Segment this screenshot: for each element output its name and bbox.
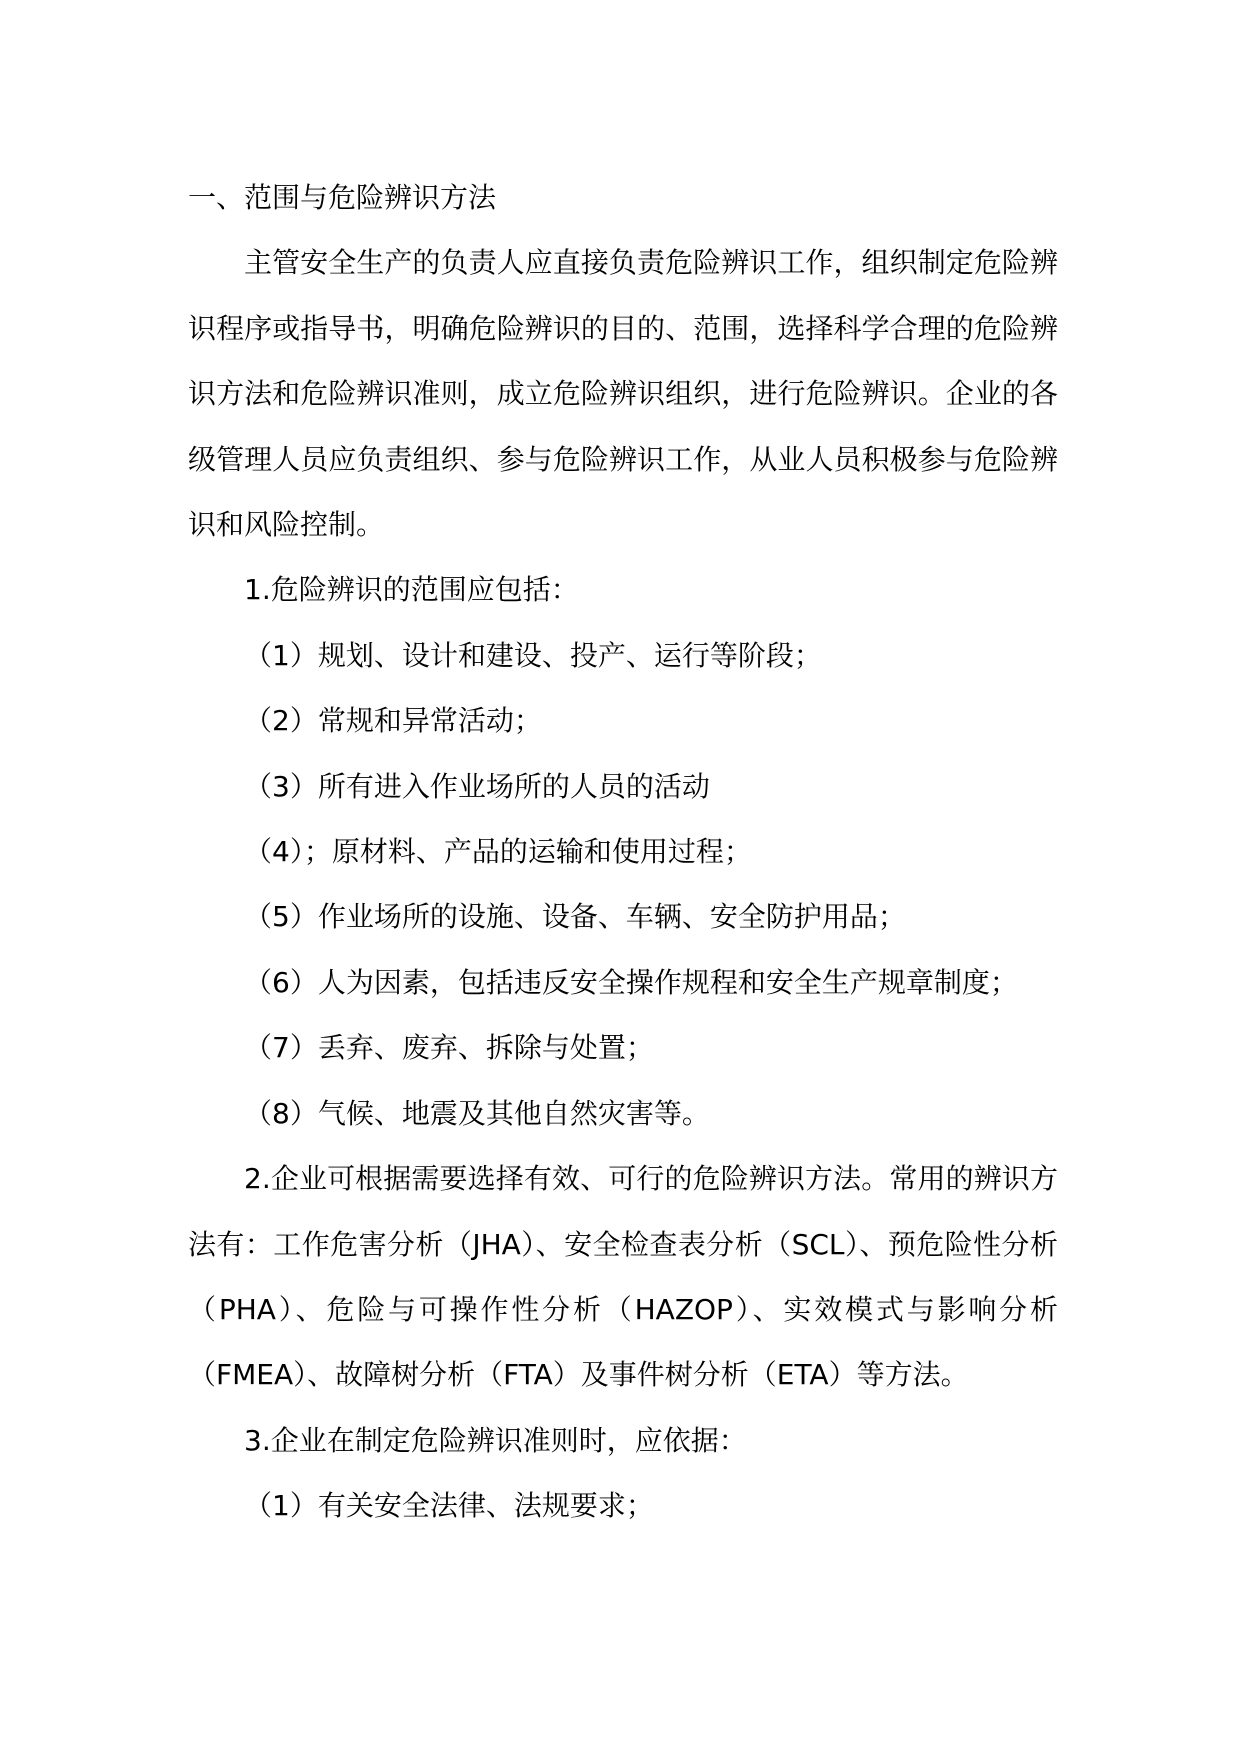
item2-paragraph: 2.企业可根据需要选择有效、可行的危险辨识方法。常用的辨识方法有：工作危害分析（JHA）、安全检查表分析（SCL）、预危险性分析（PHA）、危险与可操作性分析（HAZOP）、实效模式与影响分析（FMEA）、故障树分析（FTA）及事件树分析（ETA）等方法。 — [188, 1162, 1058, 1392]
document-body — [188, 165, 1058, 1539]
intro-paragraph: 主管安全生产的负责人应直接负责危险辨识工作，组织制定危险辨识程序或指导书，明确危险辨识的目的、范围，选择科学合理的危险辨识方法和危险辨识准则，成立危险辨识组织，进行危险辨识。企业的各级管理人员应负责组织、参与危险辨识工作，从业人员积极参与危险辨识和风险控制。 — [188, 246, 1058, 542]
item1-subitem-1: （1）规划、设计和建设、投产、运行等阶段； — [244, 638, 822, 672]
item3-title: 3.企业在制定危险辨识准则时，应依据： — [244, 1423, 747, 1457]
item1-subitem-5: （5）作业场所的设施、设备、车辆、安全防护用品； — [244, 900, 906, 934]
section-heading: 一、范围与危险辨识方法 — [188, 181, 497, 214]
item1-subitem-7: （7）丢弃、废弃、拆除与处置； — [244, 1031, 654, 1065]
item3-subitem-1: （1）有关安全法律、法规要求； — [244, 1489, 654, 1523]
item1-subitem-8: （8）气候、地震及其他自然灾害等。 — [244, 1096, 710, 1130]
item1-subitem-4: （4）；原材料、产品的运输和使用过程； — [244, 835, 752, 869]
item1-subitem-2: （2）常规和异常活动； — [244, 704, 542, 738]
item1-subitem-3: （3）所有进入作业场所的人员的活动 — [244, 769, 710, 803]
item1-subitem-6: （6）人为因素，包括违反安全操作规程和安全生产规章制度； — [244, 965, 1018, 999]
item1-title: 1.危险辨识的范围应包括： — [244, 573, 579, 607]
